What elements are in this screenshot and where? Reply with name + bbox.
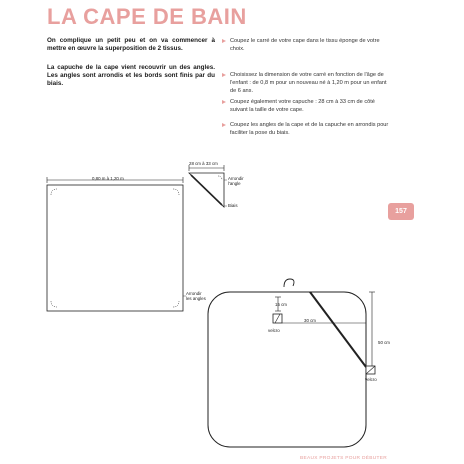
square-outline (47, 185, 183, 311)
velcro-label-2: velcro (365, 377, 377, 382)
square-piece (47, 177, 186, 311)
hanger-hook (284, 279, 294, 287)
arrondir-angles-label: Arrondir les angles (186, 291, 206, 302)
hood-triangle-piece (189, 165, 227, 207)
intro-paragraph-1: On complique un petit peu et on va commencer à mettre en œuvre la superposition de 2 tissus. (47, 37, 215, 53)
assembled-cape (208, 279, 375, 447)
dimension-15cm-label: 15 cm (275, 302, 287, 307)
velcro-label-1: velcro (268, 328, 280, 333)
square-dimension-label: 0,80 m à 1,20 m (92, 176, 124, 181)
dimension-50cm-label: 50 cm (378, 340, 390, 345)
dimension-30cm-label: 30 cm (304, 318, 316, 323)
intro-paragraph-2: La capuche de la cape vient recouvrir un des angles. Les angles sont arrondis et les bords sont finis par du biais. (47, 64, 215, 88)
step-4: Coupez les angles de la cape et de la capuche en arrondis pour faciliter la pose du biais. (222, 121, 390, 137)
page-title: LA CAPE DE BAIN (47, 4, 247, 29)
step-2: Choisissez la dimension de votre carré en fonction de l'âge de l'enfant : de 0,8 m pour un nouveau né à 1,20 m pour un enfant de 6 ans. (222, 71, 390, 95)
biais-label: Biais (228, 203, 238, 208)
step-3: Coupez également votre capuche : 28 cm à 33 cm de côté suivant la taille de votre cape. (222, 98, 390, 114)
cape-outline (208, 292, 366, 447)
page-number-tab: 157 (388, 203, 414, 220)
step-1: Coupez le carré de votre cape dans le tissu éponge de votre choix. (222, 37, 390, 53)
triangle-dimension-label: 28 cm à 33 cm (189, 161, 218, 166)
footer-book-title: BEAUX PROJETS POUR DÉBUTER (300, 456, 387, 461)
arrondir-angle-label: Arrondir l'angle (228, 176, 244, 187)
